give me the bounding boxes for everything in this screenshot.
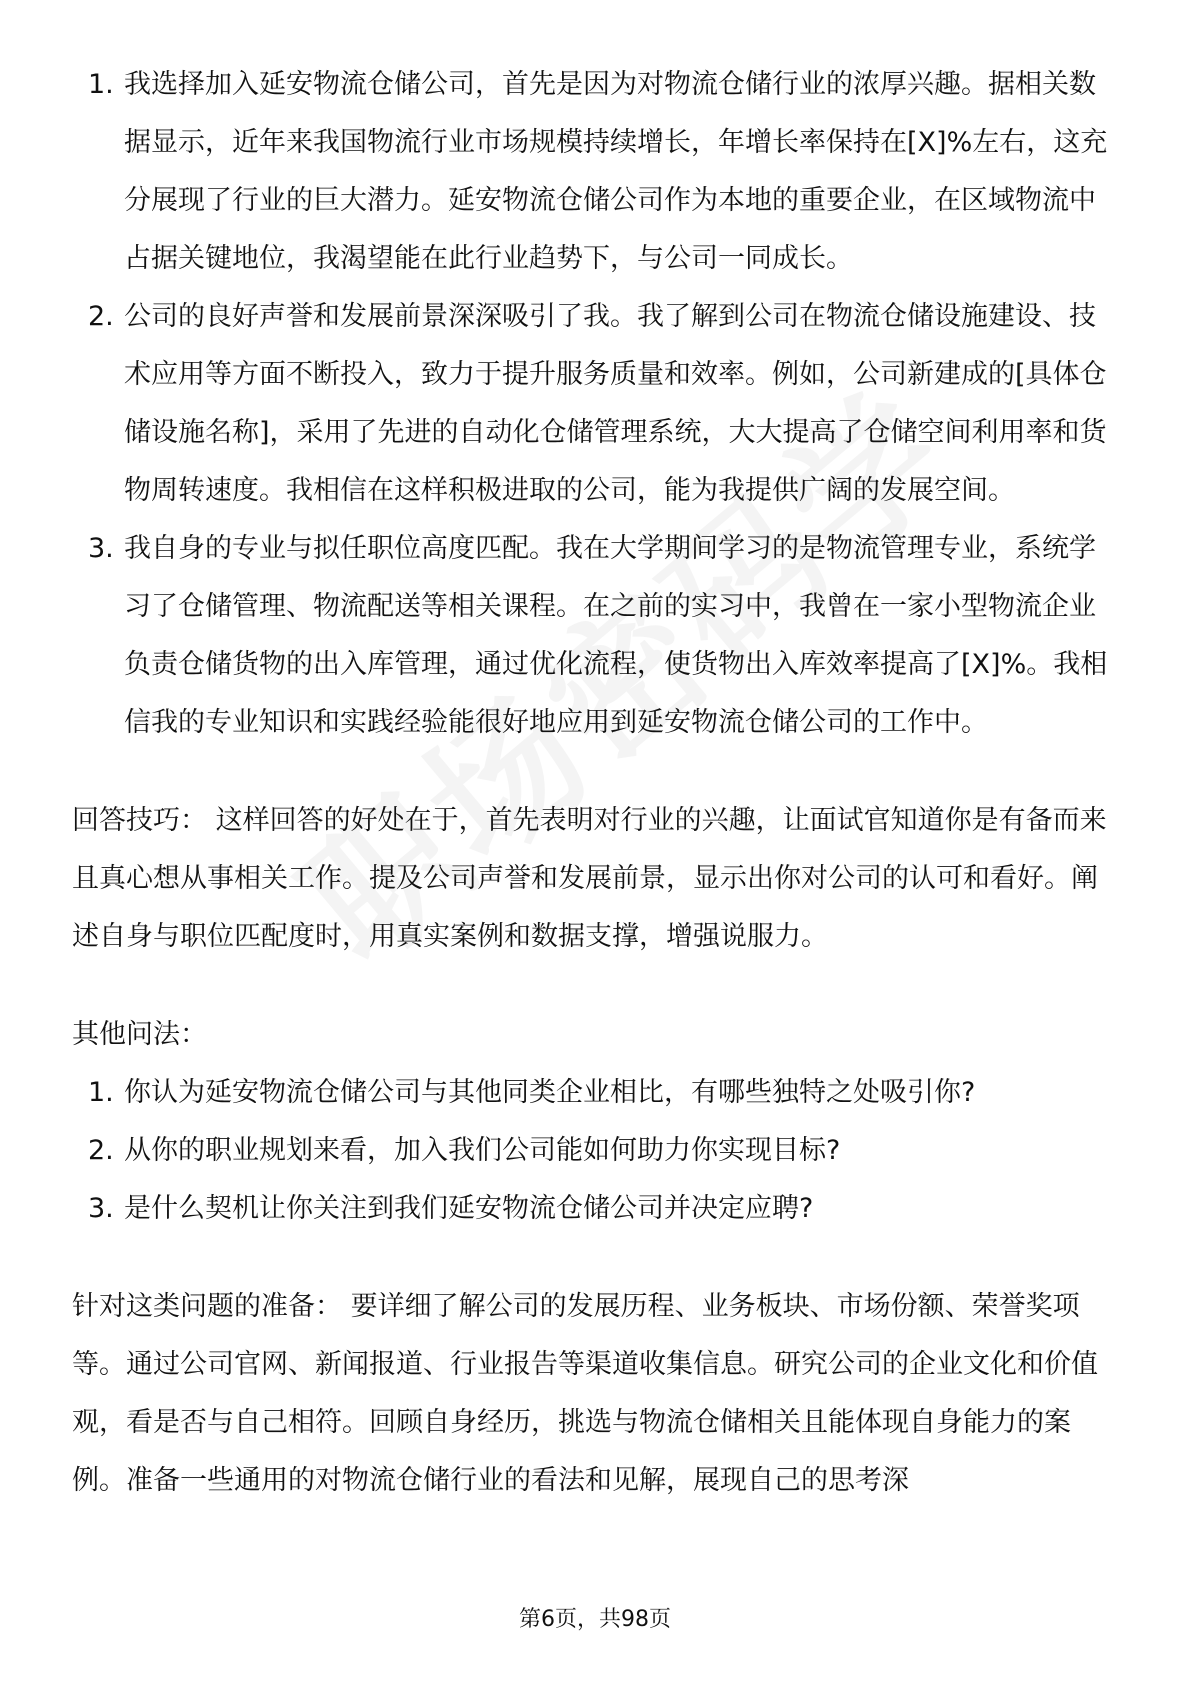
other-questions-heading: 其他问法：	[72, 1019, 207, 1050]
list-item	[72, 56, 1118, 288]
list-item	[72, 1122, 1118, 1180]
list-item-text: 我自身的专业与拟任职位高度匹配。我在大学期间学习的是物流管理专业，系统学习了仓储管理、物流配送等相关课程。在之前的实习中，我曾在一家小型物流企业负责仓储货物的出入库管理，通过优化流程，使货物出入库效率提高了[X]%。我相信我的专业知识和实践经验能很好地应用到延安物流仓储公司的工作中。	[124, 533, 1108, 738]
list-item	[72, 288, 1118, 520]
list-item-text: 是什么契机让你关注到我们延安物流仓储公司并决定应聘?	[124, 1193, 814, 1224]
list-number: 1.	[88, 69, 114, 100]
list-item-text: 从你的职业规划来看，加入我们公司能如何助力你实现目标?	[124, 1135, 841, 1166]
page-content	[72, 56, 1118, 1510]
list-item	[72, 1180, 1118, 1238]
list-number: 2.	[88, 1135, 114, 1166]
list-item-text: 我选择加入延安物流仓储公司，首先是因为对物流仓储行业的浓厚兴趣。据相关数据显示，近年来我国物流行业市场规模持续增长，年增长率保持在[X]%左右，这充分展现了行业的巨大潜力。延安物流仓储公司作为本地的重要企业，在区域物流中占据关键地位，我渴望能在此行业趋势下，与公司一同成长。	[124, 69, 1108, 274]
page-footer: 第6页，共98页	[519, 1607, 671, 1632]
list-item-text: 你认为延安物流仓储公司与其他同类企业相比，有哪些独特之处吸引你?	[124, 1077, 976, 1108]
answer-list	[72, 56, 1118, 752]
list-number: 3.	[88, 533, 114, 564]
list-item-text: 公司的良好声誉和发展前景深深吸引了我。我了解到公司在物流仓储设施建设、技术应用等方面不断投入，致力于提升服务质量和效率。例如，公司新建成的[具体仓储设施名称]，采用了先进的自动化仓储管理系统，大大提高了仓储空间利用率和货物周转速度。我相信在这样积极进取的公司，能为我提供广阔的发展空间。	[124, 301, 1107, 506]
list-item	[72, 520, 1118, 752]
answer-tips-paragraph: 回答技巧： 这样回答的好处在于，首先表明对行业的兴趣，让面试官知道你是有备而来且真心想从事相关工作。提及公司声誉和发展前景，显示出你对公司的认可和看好。阐述自身与职位匹配度时，用真实案例和数据支撑，增强说服力。	[72, 805, 1107, 952]
list-number: 3.	[88, 1193, 114, 1224]
preparation-paragraph: 针对这类问题的准备： 要详细了解公司的发展历程、业务板块、市场份额、荣誉奖项等。通过公司官网、新闻报道、行业报告等渠道收集信息。研究公司的企业文化和价值观，看是否与自己相符。回顾自身经历，挑选与物流仓储相关且能体现自身能力的案例。准备一些通用的对物流仓储行业的看法和见解，展现自己的思考深	[72, 1291, 1098, 1496]
other-questions-list	[72, 1064, 1118, 1238]
list-number: 1.	[88, 1077, 114, 1108]
list-item	[72, 1064, 1118, 1122]
list-number: 2.	[88, 301, 114, 332]
